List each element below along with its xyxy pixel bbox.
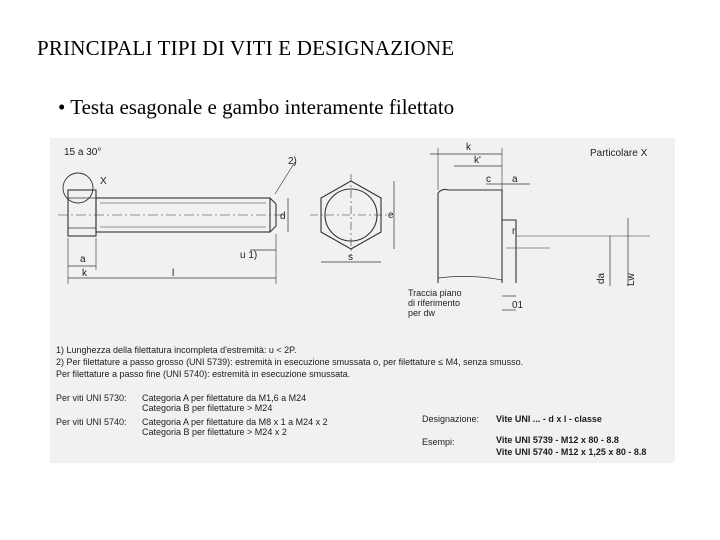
dim-d-label: d <box>280 211 286 222</box>
side-view <box>58 162 295 284</box>
detail-dim-k: k <box>466 142 471 153</box>
end-view <box>310 174 394 262</box>
notes-block <box>56 345 646 457</box>
category-standard-5740: Per viti UNI 5740: <box>56 417 127 427</box>
thread-end-label: u 1) <box>240 250 258 261</box>
detail-dim-c: c <box>486 174 491 185</box>
bullet-point: • Testa esagonale e gambo interamente filettato <box>58 95 455 119</box>
end-view-labels <box>348 210 394 263</box>
slide-title: PRINCIPALI TIPI DI VITI E DESIGNAZIONE <box>37 36 455 60</box>
designation-value: Vite UNI ... - d x l - classe <box>496 414 602 424</box>
side-view-labels <box>64 147 297 279</box>
dim-a-label: a <box>80 254 86 265</box>
dim-e-label: e <box>388 210 394 221</box>
note-line-3: Per filettature a passo fine (UNI 5740): estremità in esecuzione smussata. <box>56 369 351 379</box>
detail-dim-k-prime: k' <box>474 155 481 166</box>
designation-label: Designazione: <box>422 414 480 424</box>
category-standard-5730: Per viti UNI 5730: <box>56 393 127 403</box>
dim-l-label: l <box>172 268 175 279</box>
detail-title: Particolare X <box>590 148 648 159</box>
dim-s-label: s <box>348 252 353 263</box>
detail-dim-da: da <box>596 272 607 284</box>
detail-dim-01: 01 <box>512 300 524 311</box>
chamfer-angle-label: 15 a 30° <box>64 147 102 158</box>
example-line: Vite UNI 5740 - M12 x 1,25 x 80 - 8.8 <box>496 447 647 457</box>
bearing-note-line-2: di riferimento <box>408 298 461 308</box>
bearing-note-line-1: Traccia piano <box>408 288 462 298</box>
note-2-marker: 2) <box>288 156 297 167</box>
category-line: Categoria A per filettature da M1,6 a M24 <box>142 393 307 403</box>
note-line-1: 1) Lunghezza della filettatura incompleta d'estremità: u < 2P. <box>56 345 297 355</box>
category-line: Categoria B per filettature > M24 <box>142 403 273 413</box>
technical-drawing <box>50 138 675 463</box>
bearing-note-line-3: per dw <box>408 308 436 318</box>
category-line: Categoria B per filettature > M24 x 2 <box>142 427 287 437</box>
detail-labels <box>408 142 648 318</box>
category-line: Categoria A per filettature da M8 x 1 a M24 x 2 <box>142 417 328 427</box>
detail-view <box>430 148 650 310</box>
examples-label: Esempi: <box>422 437 455 447</box>
example-line: Vite UNI 5739 - M12 x 80 - 8.8 <box>496 435 619 445</box>
detail-dim-r: r <box>512 226 516 237</box>
note-line-2: 2) Per filettature a passo grosso (UNI 5739): estremità in esecuzione smussata o, per filettature ≤ M4, senza smusso. <box>56 357 524 367</box>
dim-k-label: k <box>82 268 87 279</box>
detail-x-marker: X <box>100 176 107 187</box>
detail-dim-a: a <box>512 174 518 185</box>
detail-dim-lw: Lw <box>626 273 637 286</box>
